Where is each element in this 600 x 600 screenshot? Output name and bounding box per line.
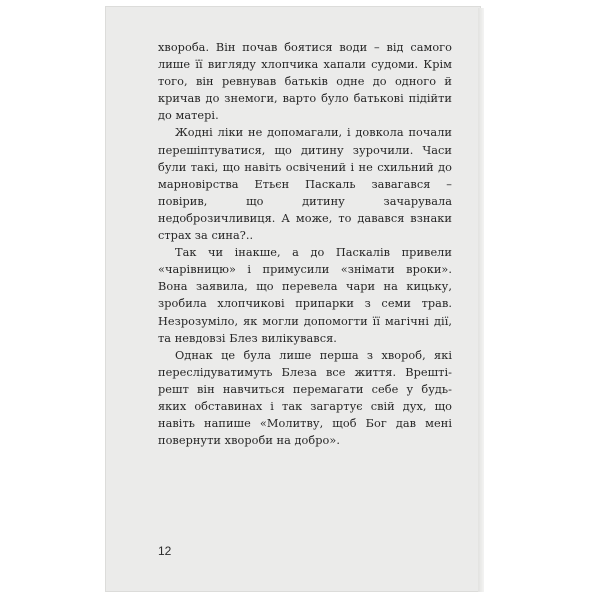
page-text-block — [158, 39, 452, 449]
paragraph-2: Жодні ліки не допомагали, і довкола почали перешіптуватися, що дитину зурочили. Часи були такі, що навіть освічений і не схильний до марновірства Етьєн Паскаль завагався – повірив, що дитину зачарувала недоброзичливиця. А може, то давався взнаки страх за сина?.. — [158, 126, 452, 243]
page-number: 12 — [158, 544, 172, 558]
paragraph-4: Однак це була лише перша з хвороб, які переслідуватимуть Блеза все життя. Врешті-решт він навчиться перемагати себе у будь-яких обставинах і так загартує свій дух, що навіть напише «Молитву, щоб Бог дав мені повернути хвороби на добро». — [158, 348, 452, 448]
paragraph-3: Так чи інакше, а до Паскалів привели «чарівницю» і примусили «знімати вроки». Вона заявила, що перевела чари на кицьку, зробила хлопчикові припарки з семи трав. Незрозуміло, як могли допомогти її магічні дії, та невдовзі Блез вилікувався. — [158, 246, 452, 345]
paragraph-1: хвороба. Він почав боятися води – від самого лише її вигляду хлопчика хапали судоми. Крім того, він ревнував батьків одне до одного й кричав до знемоги, варто було батькові підійти до матері. — [158, 41, 452, 123]
page-edge-shadow — [478, 8, 484, 592]
